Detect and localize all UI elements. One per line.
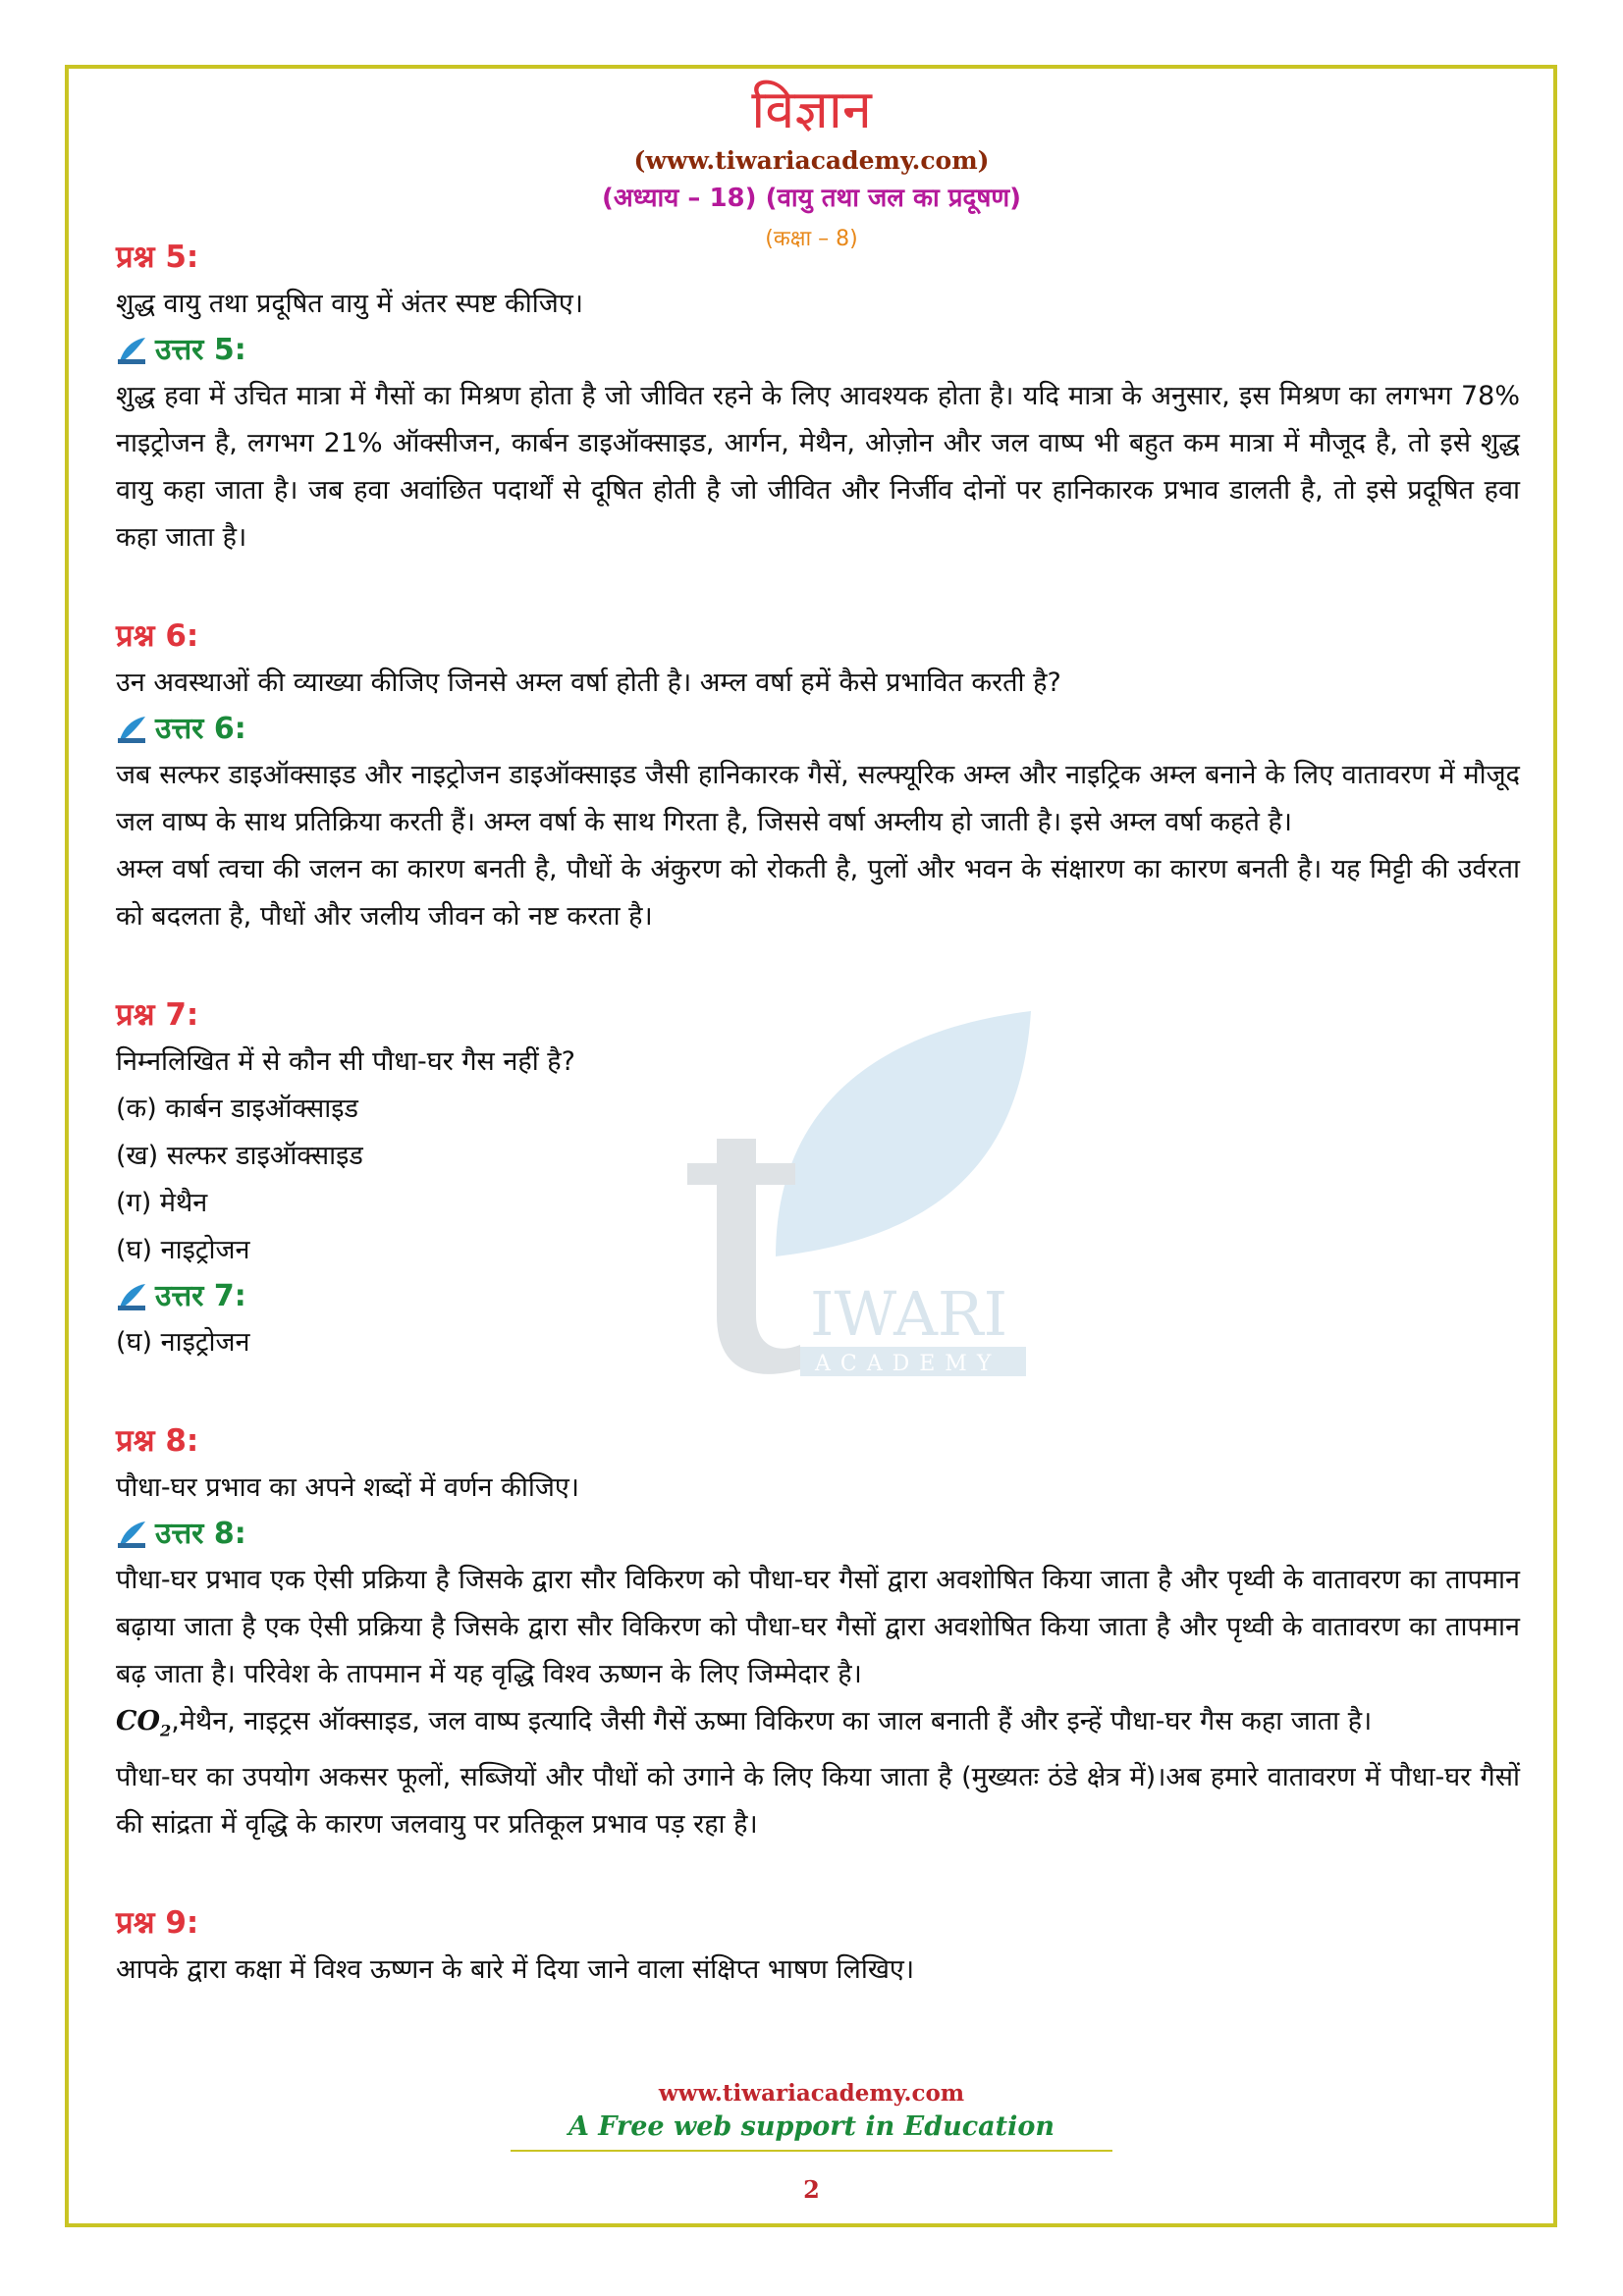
answer-text: (घ) नाइट्रोजन [116, 1327, 250, 1358]
question-label: प्रश्न 8: [116, 1423, 199, 1459]
footer-divider [511, 2150, 1112, 2152]
question-8 [116, 1417, 1520, 1848]
answer-text: पौधा-घर प्रभाव एक ऐसी प्रक्रिया है जिसके द्वारा सौर विकिरण को पौधा-घर गैसों द्वारा अवशोषित किया जाता है और पृथ्वी के वातावरण का तापमान बढ़ाया जाता है एक ऐसी प्रक्रिया है जिसके द्वारा सौर विकिरण को पौधा-घर गैसों द्वारा अवशोषित किया जाता है और पृथ्वी के वातावरण का तापमान बढ़ जाता है। परिवेश के तापमान में यह वृद्धि विश्व ऊष्णन के लिए जिम्मेदार है। [116, 1565, 1520, 1689]
question-text: उन अवस्थाओं की व्याख्या कीजिए जिनसे अम्ल वर्षा होती है। अम्ल वर्षा हमें कैसे प्रभावित करती है? [116, 667, 1061, 698]
option: (घ) नाइट्रोजन [116, 1235, 250, 1265]
question-text: पौधा-घर प्रभाव का अपने शब्दों में वर्णन कीजिए। [116, 1472, 580, 1503]
page-footer [0, 2077, 1623, 2144]
answer-heading [116, 707, 1520, 752]
question-text: शुद्ध वायु तथा प्रदूषित वायु में अंतर स्पष्ट कीजिए। [116, 289, 583, 319]
co2-subscript: 2 [160, 1721, 172, 1740]
option: (क) कार्बन डाइऑक्साइड [116, 1094, 358, 1124]
answer-text: जब सल्फर डाइऑक्साइड और नाइट्रोजन डाइऑक्साइड जैसी हानिकारक गैसें, सल्फ्यूरिक अम्ल और नाइट्रिक अम्ल बनाने के लिए वातावरण में मौजूद जल वाष्प के साथ प्रतिक्रिया करती हैं। अम्ल वर्षा के साथ गिरता है, जिससे वर्षा अम्लीय हो जाती है। इसे अम्ल वर्षा कहते है। [116, 760, 1520, 837]
chapter-heading: (अध्याय – 18) (वायु तथा जल का प्रदूषण) [601, 184, 1022, 213]
qa-content [116, 234, 1520, 1994]
question-label: प्रश्न 9: [116, 1905, 199, 1942]
answer-label: उत्तर 5: [155, 333, 246, 367]
footer-url[interactable]: www.tiwariacademy.com [658, 2080, 965, 2107]
question-7 [116, 991, 1520, 1366]
question-text: आपके द्वारा कक्षा में विश्व ऊष्णन के बारे में दिया जाने वाला संक्षिप्त भाषण लिखिए। [116, 1954, 915, 1986]
page-title: विज्ञान [751, 79, 872, 140]
footer-tagline: A Free web support in Education [568, 2111, 1055, 2142]
co2-formula [116, 1706, 172, 1740]
answer-heading [116, 1512, 1520, 1557]
question-5 [116, 234, 1520, 561]
answer-label: उत्तर 6: [155, 712, 246, 746]
question-label: प्रश्न 6: [116, 618, 199, 654]
watermark-sub: ACADEMY [815, 1352, 1001, 1376]
co2-main: CO [116, 1706, 161, 1736]
answer-heading [116, 1274, 1520, 1319]
header-website: (www.tiwariacademy.com) [633, 146, 990, 175]
answer-label: उत्तर 7: [155, 1279, 246, 1313]
answer-text: शुद्ध हवा में उचित मात्रा में गैसों का मिश्रण होता है जो जीवित रहने के लिए आवश्यक होता है। यदि मात्रा के अनुसार, इस मिश्रण का लगभग 78% नाइट्रोजन है, लगभग 21% ऑक्सीजन, कार्बन डाइऑक्साइड, आर्गन, मेथैन, ओज़ोन और जल वाष्प भी बहुत कम मात्रा में मौजूद है, तो इसे शुद्ध वायु कहा जाता है। जब हवा अवांछित पदार्थों से दूषित होती है जो जीवित और निर्जीव दोनों पर हानिकारक प्रभाव डालती है, तो इसे प्रदूषित हवा कहा जाता है। [116, 381, 1520, 553]
co2-sentence: ,मेथैन, नाइट्रस ऑक्साइड, जल वाष्प इत्यादि जैसी गैसें ऊष्मा विकिरण का जाल बनाती हैं और इन्हें पौधा-घर गैस कहा जाता है। [171, 1706, 1373, 1736]
option: (ग) मेथैन [116, 1188, 208, 1218]
pen-icon [116, 336, 149, 365]
page-number: 2 [803, 2175, 820, 2204]
question-9 [116, 1899, 1520, 1994]
pen-icon [116, 1520, 149, 1549]
question-text: निम्नलिखित में से कौन सी पौधा-घर गैस नहीं है? [116, 1046, 575, 1077]
question-label: प्रश्न 7: [116, 997, 199, 1033]
answer-text: अम्ल वर्षा त्वचा की जलन का कारण बनती है, पौधों के अंकुरण को रोकती है, पुलों और भवन के संक्षारण का कारण बनती है। यह मिट्टी की उर्वरता को बदलता है, पौधों और जलीय जीवन को नष्ट करता है। [116, 854, 1520, 932]
class-label: (कक्षा – 8) [765, 227, 858, 251]
question-label: प्रश्न 5: [116, 240, 199, 275]
answer-text: पौधा-घर का उपयोग अकसर फूलों, सब्जियों और पौधों को उगाने के लिए किया जाता है (मुख्यतः ठंडे क्षेत्र में)।अब हमारे वातावरण में पौधा-घर गैसों की सांद्रता में वृद्धि के कारण जलवायु पर प्रतिकूल प्रभाव पड़ रहा है। [116, 1762, 1520, 1841]
watermark-word: IWARI [810, 1278, 1008, 1350]
question-6 [116, 613, 1520, 940]
pen-icon [116, 715, 149, 744]
pen-icon [116, 1282, 149, 1311]
answer-text-co2 [116, 1698, 1520, 1754]
option: (ख) सल्फर डाइऑक्साइड [116, 1141, 363, 1171]
answer-label: उत्तर 8: [155, 1517, 246, 1551]
answer-heading [116, 328, 1520, 373]
